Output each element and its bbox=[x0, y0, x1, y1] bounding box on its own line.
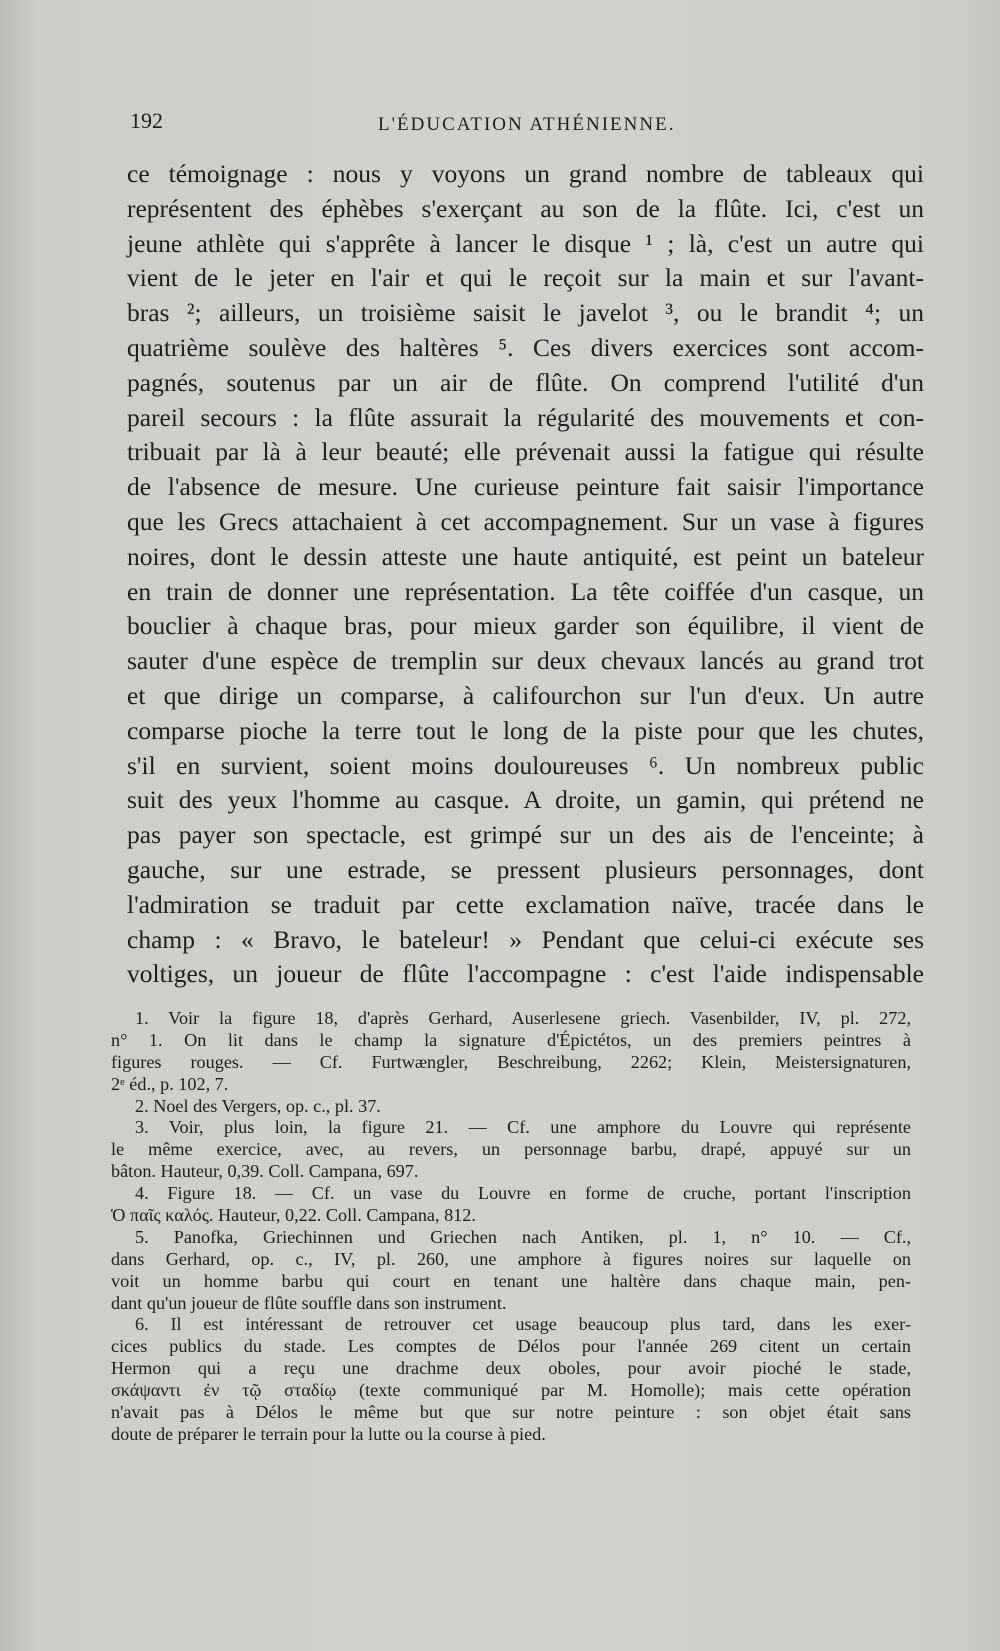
body-line: bouclier à chaque bras, pour mieux garder son équilibre, il vient de bbox=[127, 611, 924, 641]
body-line: voltiges, un joueur de flûte l'accompagne : c'est l'aide indispensable bbox=[127, 959, 924, 989]
running-title: L'ÉDUCATION ATHÉNIENNE. bbox=[378, 114, 676, 135]
footnote-line: σκάψαντι ἐν τῷ σταδίῳ (texte communiqué par M. Homolle); mais cette opération bbox=[111, 1380, 911, 1401]
body-line: s'il en survient, soient moins douloureuses ⁶. Un nombreux public bbox=[127, 750, 924, 780]
footnotes bbox=[111, 1008, 911, 1446]
body-line: ce témoignage : nous y voyons un grand nombre de tableaux qui bbox=[127, 159, 924, 188]
footnote-line: dans Gerhard, op. c., IV, pl. 260, une amphore à figures noires sur laquelle on bbox=[111, 1248, 911, 1269]
footnote-line: 6. Il est intéressant de retrouver cet usage beaucoup plus tard, dans les exer- bbox=[135, 1314, 911, 1335]
body-line: comparse pioche la terre tout le long de la piste pour que les chutes, bbox=[127, 715, 924, 745]
footnote-line: bâton. Hauteur, 0,39. Coll. Campana, 697. bbox=[111, 1161, 419, 1182]
footnote-line: 2ᵉ éd., p. 102, 7. bbox=[111, 1073, 229, 1094]
body-line: gauche, sur une estrade, se pressent plusieurs personnages, dont bbox=[127, 854, 924, 884]
body-line: que les Grecs attachaient à cet accompagnement. Sur un vase à figures bbox=[127, 506, 924, 536]
footnote-line: le même exercice, avec, au revers, un personnage barbu, drapé, appuyé sur un bbox=[111, 1139, 911, 1160]
body-line: vient de le jeter en l'air et qui le reçoit sur la main et sur l'avant- bbox=[127, 263, 924, 293]
body-line: pas payer son spectacle, est grimpé sur un des ais de l'enceinte; à bbox=[127, 820, 924, 850]
body-line: suit des yeux l'homme au casque. A droite, un gamin, qui prétend ne bbox=[127, 785, 924, 815]
footnote-line: cices publics du stade. Les comptes de Délos pour l'année 269 citent un certain bbox=[111, 1336, 911, 1357]
body-line: de l'absence de mesure. Une curieuse peinture fait saisir l'importance bbox=[127, 472, 924, 502]
body-line: et que dirige un comparse, à califourchon sur l'un d'eux. Un autre bbox=[127, 680, 924, 710]
page-number: 192 bbox=[130, 108, 163, 133]
footnote-line: 2. Noel des Vergers, op. c., pl. 37. bbox=[135, 1095, 381, 1116]
body-line: pagnés, soutenus par un air de flûte. On comprend l'utilité d'un bbox=[127, 367, 924, 397]
footnote-line: dant qu'un joueur de flûte souffle dans son instrument. bbox=[111, 1292, 507, 1313]
body-line: bras ²; ailleurs, un troisième saisit le javelot ³, ou le brandit ⁴; un bbox=[127, 298, 924, 328]
footnote-line: 1. Voir la figure 18, d'après Gerhard, Auserlesene griech. Vasenbilder, IV, pl. 272, bbox=[135, 1008, 911, 1028]
footnote-line: doute de préparer le terrain pour la lutte ou la course à pied. bbox=[111, 1423, 546, 1444]
footnote-line: Hermon qui a reçu une drachme deux oboles, pour avoir pioché le stade, bbox=[111, 1358, 911, 1379]
footnote-line: 3. Voir, plus loin, la figure 21. — Cf. une amphore du Louvre qui représente bbox=[135, 1117, 911, 1138]
footnote-line: n'avait pas à Délos le même but que sur notre peinture : son objet était sans bbox=[111, 1402, 911, 1423]
running-head bbox=[130, 108, 920, 148]
body-line: représentent des éphèbes s'exerçant au son de la flûte. Ici, c'est un bbox=[127, 193, 924, 223]
body-line: tribuait par là à leur beauté; elle prévenait aussi la fatigue qui résulte bbox=[127, 437, 924, 467]
footnote-line: voit un homme barbu qui court en tenant une haltère dans chaque main, pen- bbox=[111, 1270, 911, 1291]
body-line: quatrième soulève des haltères ⁵. Ces divers exercices sont accom- bbox=[127, 332, 924, 362]
footnote-line: n° 1. On lit dans le champ la signature d'Épictétos, un des premiers peintres à bbox=[111, 1029, 911, 1050]
footnote-line: 4. Figure 18. — Cf. un vase du Louvre en forme de cruche, portant l'inscription bbox=[135, 1183, 911, 1204]
body-line: l'admiration se traduit par cette exclamation naïve, tracée dans le bbox=[127, 889, 924, 919]
body-line: sauter d'une espèce de tremplin sur deux chevaux lancés au grand trot bbox=[127, 646, 924, 676]
body-line: pareil secours : la flûte assurait la régularité des mouvements et con- bbox=[127, 402, 924, 432]
body-line: en train de donner une représentation. La tête coiffée d'un casque, un bbox=[127, 576, 924, 606]
footnote-line: Ὁ παῖς καλός. Hauteur, 0,22. Coll. Campana, 812. bbox=[111, 1205, 476, 1226]
body-line: noires, dont le dessin atteste une haute antiquité, est peint un bateleur bbox=[127, 541, 924, 571]
body-line: champ : « Bravo, le bateleur! » Pendant que celui-ci exécute ses bbox=[127, 924, 924, 954]
footnote-line: figures rouges. — Cf. Furtwængler, Beschreibung, 2262; Klein, Meistersignaturen, bbox=[111, 1051, 911, 1072]
body-text bbox=[127, 157, 924, 992]
body-line: jeune athlète qui s'apprête à lancer le disque ¹ ; là, c'est un autre qui bbox=[127, 228, 924, 258]
footnote-line: 5. Panofka, Griechinnen und Griechen nach Antiken, pl. 1, n° 10. — Cf., bbox=[135, 1226, 911, 1247]
